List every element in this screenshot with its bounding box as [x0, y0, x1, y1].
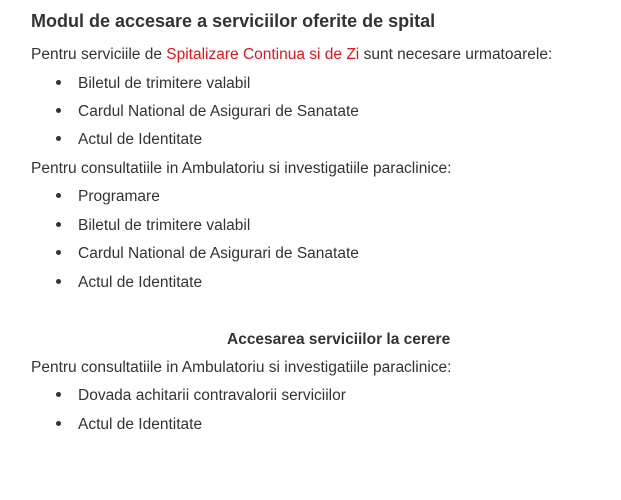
bullet-icon [56, 136, 61, 141]
section1-intro-highlight: Spitalizare Continua si de Zi [166, 46, 360, 63]
bullet-icon [56, 80, 61, 85]
list-item-text: Programare [78, 188, 160, 205]
page-title: Modul de accesare a serviciilor oferite de spital [31, 11, 436, 31]
list-item [56, 216, 250, 236]
bullet-icon [56, 250, 61, 255]
section1-intro-prefix: Pentru serviciile de [31, 46, 167, 63]
bullet-icon [56, 222, 61, 227]
list-item [56, 130, 202, 150]
bullet-icon [56, 392, 61, 397]
list-item [56, 386, 346, 406]
section3-heading: Accesarea serviciilor la cerere [227, 331, 451, 348]
section1-intro-suffix: sunt necesare urmatoarele: [359, 46, 553, 63]
list-item-text: Actul de Identitate [78, 416, 203, 433]
list-item [56, 244, 359, 264]
section2-intro: Pentru consultatiile in Ambulatoriu si investigatiile paraclinice: [31, 160, 452, 177]
list-item [56, 102, 359, 122]
list-item [56, 74, 250, 94]
section1-intro [31, 45, 552, 65]
list-item-text: Actul de Identitate [78, 131, 203, 148]
bullet-icon [56, 279, 61, 284]
list-item [56, 273, 202, 293]
section3-intro: Pentru consultatiile in Ambulatoriu si investigatiile paraclinice: [31, 359, 452, 376]
list-item [56, 187, 160, 207]
list-item-text: Cardul National de Asigurari de Sanatate [78, 245, 359, 262]
list-item-text: Biletul de trimitere valabil [78, 217, 251, 234]
bullet-icon [56, 421, 61, 426]
list-item-text: Dovada achitarii contravalorii serviciilor [78, 387, 346, 404]
list-item-text: Cardul National de Asigurari de Sanatate [78, 103, 359, 120]
list-item [56, 415, 202, 435]
list-item-text: Biletul de trimitere valabil [78, 75, 251, 92]
bullet-icon [56, 193, 61, 198]
list-item-text: Actul de Identitate [78, 274, 203, 291]
bullet-icon [56, 108, 61, 113]
